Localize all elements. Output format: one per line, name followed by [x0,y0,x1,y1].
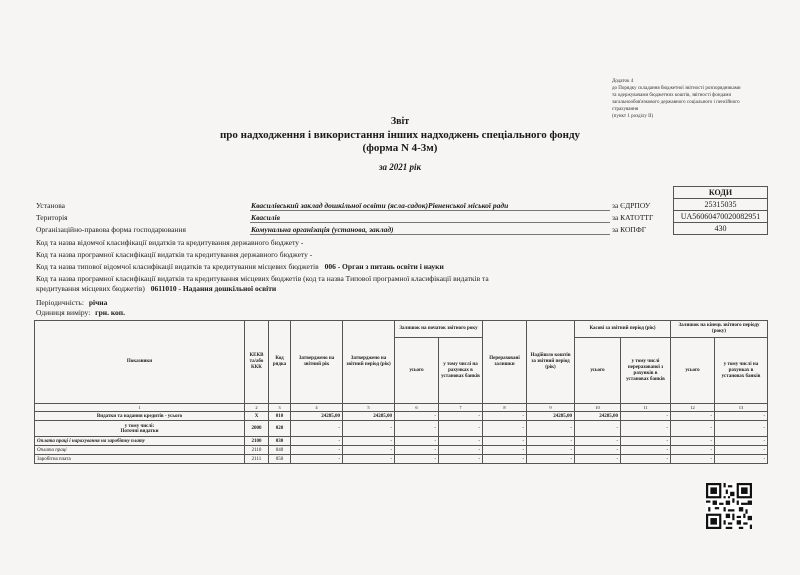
table-row [35,437,768,446]
cell: - [621,421,671,437]
org-form-value: Комунальна організація (установа, заклад) [251,225,394,234]
cell: - [621,412,671,421]
column-number: 5 [343,404,395,412]
qr-code-icon [706,483,752,529]
col-cash-expenses: Касові за звітний період (рік) [575,321,671,338]
cell: 24285,00 [291,412,343,421]
codes-header: КОДИ [674,187,768,199]
row-code: 050 [269,455,291,464]
periodicity-label: Періодичність: [36,298,84,307]
col-row-code: Код рядка [269,321,291,404]
col-balance-end: Залишок на кінець звітного періоду (року) [671,321,768,338]
col-transferred: Перераховані залишки [483,321,527,404]
row-name: у тому числі: Поточні видатки [35,421,245,437]
territory-value: Квасилів [251,213,280,222]
dept-code-line: Код та назва відомчої класифікації видатків та кредитування державного бюджету - [36,238,304,247]
typical-code-line [36,262,444,271]
unit-line [36,308,125,317]
col-received: Надійшло коштів за звітний період (рік) [527,321,575,404]
cell: - [483,421,527,437]
cell: - [575,455,621,464]
cell: - [671,412,715,421]
cell: - [715,455,768,464]
col-balance-start: Залишок на початок звітного року [395,321,483,338]
col-cash-total: усього [575,338,621,404]
periodicity-line [36,298,107,307]
title-line-3: (форма N 4-3м) [362,142,438,154]
cell: - [395,412,439,421]
row-name: Оплата праці і нарахування на заробітну плату [35,437,245,446]
cell: - [439,412,483,421]
unit-label: Одиниця виміру: [36,308,91,317]
kopfg-label: за КОПФГ [612,225,647,234]
row-name: Оплата праці [35,446,245,455]
unit-value: грн. коп. [95,308,125,317]
column-number: 1 [35,404,245,412]
table-row [35,446,768,455]
table-row [35,412,768,421]
column-number: 13 [715,404,768,412]
cell: - [343,421,395,437]
title-line-1: Звіт [390,116,410,127]
appendix-line: до Порядку складання бюджетної звітності розпорядниками [612,86,741,91]
program-code-line-1: Код та назва програмної класифікації видатків та кредитування місцевих бюджетів (код та назва Типової програмної класифікації видатків та [36,274,489,283]
program-code-label: кредитування місцевих бюджетів) [36,284,145,293]
cell: - [439,421,483,437]
cell: - [395,455,439,464]
row-kekv: X [245,412,269,421]
cell: - [621,446,671,455]
column-number: 10 [575,404,621,412]
codes-table [673,186,768,235]
table-row [35,455,768,464]
org-form-label: Організаційно-правова форма господарювання [36,225,186,234]
cell: - [483,437,527,446]
program-code-line-2 [36,284,276,293]
column-number: 4 [291,404,343,412]
column-number: 8 [483,404,527,412]
cell: - [575,421,621,437]
cell: - [527,455,575,464]
cell: - [671,421,715,437]
cell: - [527,446,575,455]
cell: - [671,455,715,464]
report-title [0,116,800,172]
appendix-line: та одержувачами бюджетних коштів, звітності фондами [612,93,732,98]
col-cash-transferred: у тому числі перерахованої з рахунків в установах банків [621,338,671,404]
territory-row [36,213,654,222]
col-kekv: КЕКВ та/або ККК [245,321,269,404]
institution-value: Квасилівський заклад дошкільної освіти (ясла-садок)Рівненської міської ради [251,201,509,210]
row-kekv: 2000 [245,421,269,437]
code-katottg: UA56060470020082951 [674,211,768,223]
typical-code-value: 006 - Орган з питань освіти і науки [324,262,444,271]
cell: - [483,412,527,421]
column-number: 9 [527,404,575,412]
cell: - [343,437,395,446]
col-balance-start-total: усього [395,338,439,404]
row-code: 010 [269,412,291,421]
table-row [35,421,768,437]
row-code: 030 [269,437,291,446]
institution-row [36,201,651,210]
cell: - [483,446,527,455]
cell: - [395,437,439,446]
cell: - [527,437,575,446]
column-number: 7 [439,404,483,412]
cell: - [395,446,439,455]
row-code: 020 [269,421,291,437]
report-period: за 2021 рік [378,162,422,172]
column-numbers-row [35,404,768,412]
prog-code-line: Код та назва програмної класифікації видатків та кредитування державного бюджету - [36,250,313,259]
institution-label: Установа [36,201,65,210]
cell: - [621,437,671,446]
appendix-line: Додаток 4 [612,79,634,84]
cell: - [575,446,621,455]
cell: - [291,421,343,437]
cell: - [291,437,343,446]
appendix-line: страхування [612,107,639,112]
row-kekv: 2111 [245,455,269,464]
code-edrpou: 25315035 [674,199,768,211]
periodicity-value: річна [88,298,108,307]
col-balance-start-deposits: у тому числі на рахунках в установах банків [439,338,483,404]
cell: - [439,437,483,446]
appendix-line: (пункт 1 розділу II) [612,114,654,119]
row-kekv: 2110 [245,446,269,455]
cell: 24285,00 [527,412,575,421]
row-name: Заробітна плата [35,455,245,464]
cell: - [671,437,715,446]
cell: - [395,421,439,437]
column-number: 12 [671,404,715,412]
cell: - [671,446,715,455]
appendix-note [612,78,782,120]
cell: 24285,00 [343,412,395,421]
underline [250,222,610,223]
code-kopfg: 430 [674,223,768,235]
cell: - [483,455,527,464]
edrpou-label: за ЄДРПОУ [612,201,651,210]
underline [250,210,610,211]
column-number: 6 [395,404,439,412]
row-kekv: 2100 [245,437,269,446]
report-table [34,320,768,464]
appendix-line: загальнообов'язкового державного соціального і пенсійного [612,100,740,105]
column-number: 11 [621,404,671,412]
column-number: 3 [269,404,291,412]
cell: - [343,446,395,455]
row-code: 040 [269,446,291,455]
cell: - [439,446,483,455]
cell: - [291,446,343,455]
territory-label: Територія [36,213,68,222]
cell: - [343,455,395,464]
cell: - [715,446,768,455]
org-form-row [36,225,647,234]
cell: 24285,00 [575,412,621,421]
cell: - [439,455,483,464]
cell: - [715,437,768,446]
cell: - [291,455,343,464]
col-approved-year: Затверджено на звітний рік [291,321,343,404]
row-name: Видатки та надання кредитів - усього [35,412,245,421]
title-line-2: про надходження і використання інших надходжень спеціального фонду [219,129,581,141]
cell: - [715,412,768,421]
col-balance-end-total: усього [671,338,715,404]
cell: - [527,421,575,437]
katottg-label: за КАТОТТГ [612,213,654,222]
col-indicators: Показники [35,321,245,404]
col-balance-end-deposits: у тому числі на рахунках в установах банків [715,338,768,404]
cell: - [575,437,621,446]
program-code-value: 0611010 - Надання дошкільної освіти [150,284,277,293]
typical-code-label: Код та назва типової відомчої класифікації видатків та кредитування місцевих бюджетів [36,262,319,271]
column-number: 2 [245,404,269,412]
cell: - [621,455,671,464]
cell: - [715,421,768,437]
underline [250,234,610,235]
col-approved-period: Затверджено на звітний період (рік) [343,321,395,404]
